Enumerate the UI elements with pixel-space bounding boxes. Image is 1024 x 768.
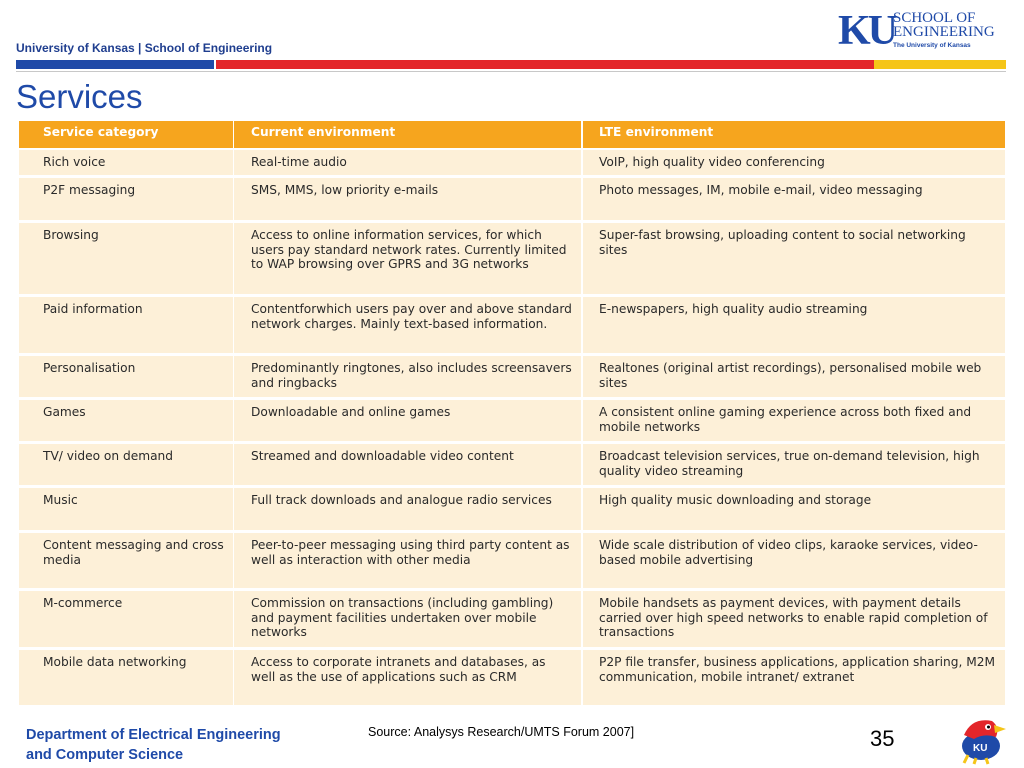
table-cell: A consistent online gaming experience across both fixed and mobile networks — [583, 400, 1005, 441]
table-row — [19, 356, 1005, 400]
table-header-cell: Service category — [19, 121, 233, 148]
services-table — [19, 121, 1005, 708]
table-cell: Super-fast browsing, uploading content to social networking sites — [583, 223, 1005, 294]
table-cell: Music — [19, 488, 233, 530]
table-header-cell: LTE environment — [583, 121, 1005, 148]
table-cell: E-newspapers, high quality audio streaming — [583, 297, 1005, 353]
table-header-cell: Current environment — [234, 121, 581, 148]
table-cell: TV/ video on demand — [19, 444, 233, 485]
table-row — [19, 591, 1005, 650]
ku-school-logo — [836, 8, 1006, 58]
header-stripe-red — [216, 60, 874, 69]
ku-logo-school-line1: SCHOOL OF — [893, 10, 976, 26]
table-cell: Streamed and downloadable video content — [234, 444, 581, 485]
table-row — [19, 223, 1005, 297]
footer-source: Source: Analysys Research/UMTS Forum 2007] — [368, 725, 635, 739]
footer-department — [26, 725, 356, 765]
table-row — [19, 650, 1005, 708]
table-cell: Full track downloads and analogue radio services — [234, 488, 581, 530]
table-cell: M-commerce — [19, 591, 233, 647]
svg-text:KU: KU — [973, 743, 988, 754]
table-row — [19, 488, 1005, 533]
table-cell: Personalisation — [19, 356, 233, 397]
table-cell: Contentforwhich users pay over and above standard network charges. Mainly text-based information. — [234, 297, 581, 353]
table-cell: Games — [19, 400, 233, 441]
page-number: 35 — [870, 726, 895, 751]
ku-logo-school-name — [893, 11, 995, 39]
header-org-text: University of Kansas | School of Engineering — [16, 41, 273, 55]
header-stripe-blue — [16, 60, 214, 69]
table-cell: Realtones (original artist recordings), personalised mobile web sites — [583, 356, 1005, 397]
table-cell: Real-time audio — [234, 150, 581, 175]
table-cell: P2P file transfer, business applications, application sharing, M2M communication, mobile intranet/ extranet — [583, 650, 1005, 705]
header-stripe-yellow — [874, 60, 1006, 69]
jayhawk-mascot-icon — [950, 713, 1010, 765]
ku-logo-mark: KU — [838, 8, 895, 54]
table-header-row — [19, 121, 1005, 150]
table-cell: Wide scale distribution of video clips, karaoke services, video-based mobile advertising — [583, 533, 1005, 588]
table-row — [19, 150, 1005, 178]
table-cell: Access to online information services, for which users pay standard network rates. Currently limited to WAP browsing over GPRS and 3G networks — [234, 223, 581, 294]
ku-logo-university: The University of Kansas — [893, 42, 971, 49]
slide-title: Services — [16, 78, 143, 115]
table-cell: Browsing — [19, 223, 233, 294]
table-cell: Predominantly ringtones, also includes screensavers and ringbacks — [234, 356, 581, 397]
table-row — [19, 400, 1005, 444]
table-cell: Access to corporate intranets and databases, as well as the use of applications such as CRM — [234, 650, 581, 705]
table-row — [19, 297, 1005, 356]
ku-logo-school-line2: ENGINEERING — [893, 24, 995, 40]
header-divider — [16, 71, 1006, 72]
table-row — [19, 533, 1005, 591]
table-cell: Content messaging and cross media — [19, 533, 233, 588]
table-cell: VoIP, high quality video conferencing — [583, 150, 1005, 175]
table-cell: High quality music downloading and storage — [583, 488, 1005, 530]
table-row — [19, 444, 1005, 488]
table-cell: Rich voice — [19, 150, 233, 175]
table-cell: SMS, MMS, low priority e-mails — [234, 178, 581, 220]
table-cell: Photo messages, IM, mobile e-mail, video messaging — [583, 178, 1005, 220]
table-cell: Broadcast television services, true on-demand television, high quality video streaming — [583, 444, 1005, 485]
table-cell: Downloadable and online games — [234, 400, 581, 441]
table-cell: Commission on transactions (including gambling) and payment facilities undertaken over mobile networks — [234, 591, 581, 647]
table-cell: Mobile handsets as payment devices, with payment details carried over high speed networks to enable rapid completion of transactions — [583, 591, 1005, 647]
table-cell: Paid information — [19, 297, 233, 353]
table-cell: Peer-to-peer messaging using third party content as well as interaction with other media — [234, 533, 581, 588]
table-row — [19, 178, 1005, 223]
table-cell: Mobile data networking — [19, 650, 233, 705]
footer-department-line1: Department of Electrical Engineering — [26, 727, 281, 743]
footer-department-line2: and Computer Science — [26, 747, 184, 763]
table-cell: P2F messaging — [19, 178, 233, 220]
